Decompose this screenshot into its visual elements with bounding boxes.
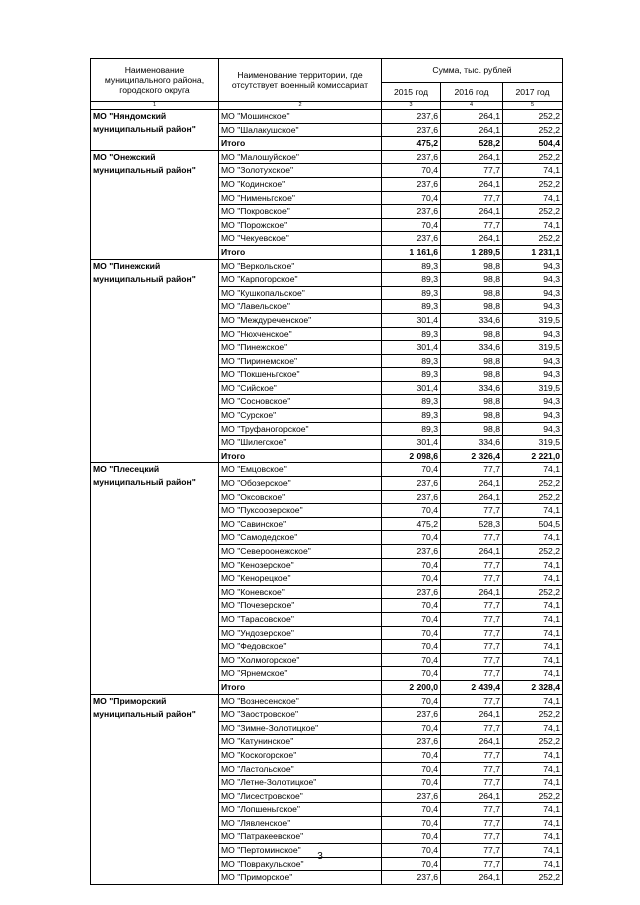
- value-2016: 98,8: [441, 327, 503, 341]
- value-2017: 319,5: [503, 341, 563, 355]
- value-2016: 98,8: [441, 354, 503, 368]
- value-2015: 70,4: [382, 504, 441, 518]
- value-2017: 94,3: [503, 354, 563, 368]
- value-2016: 77,7: [441, 626, 503, 640]
- table-row: [91, 150, 563, 164]
- value-2017: 252,2: [503, 150, 563, 164]
- territory-name: МО "Пуксоозерское": [219, 504, 382, 518]
- value-2016: 264,1: [441, 123, 503, 137]
- table-row: [91, 463, 563, 477]
- value-2016: 77,7: [441, 653, 503, 667]
- value-2016: 77,7: [441, 816, 503, 830]
- value-2017: 74,1: [503, 830, 563, 844]
- value-2016: 264,1: [441, 871, 503, 885]
- value-2016: 264,1: [441, 205, 503, 219]
- territory-name: МО "Нюхченское": [219, 327, 382, 341]
- value-2015: 70,4: [382, 463, 441, 477]
- value-2015: 70,4: [382, 531, 441, 545]
- column-number-row: [91, 102, 563, 110]
- value-2017: 94,3: [503, 286, 563, 300]
- value-2017: 94,3: [503, 259, 563, 273]
- value-2016: 77,7: [441, 463, 503, 477]
- value-2016: 98,8: [441, 273, 503, 287]
- value-2015: 89,3: [382, 273, 441, 287]
- territory-name: МО "Лопшеньгское": [219, 803, 382, 817]
- value-2016: 264,1: [441, 789, 503, 803]
- value-2015: 89,3: [382, 395, 441, 409]
- value-2015: 237,6: [382, 123, 441, 137]
- value-2016: 98,8: [441, 409, 503, 423]
- territory-name: МО "Междуреченское": [219, 313, 382, 327]
- territory-name: МО "Чекуевское": [219, 232, 382, 246]
- value-2016: 1 289,5: [441, 245, 503, 259]
- value-2016: 77,7: [441, 830, 503, 844]
- territory-name: МО "Лявленское": [219, 816, 382, 830]
- funding-table: [90, 58, 563, 885]
- territory-name: МО "Сийское": [219, 381, 382, 395]
- value-2017: 74,1: [503, 844, 563, 858]
- value-2017: 74,1: [503, 531, 563, 545]
- header-year-2016: 2016 год: [441, 83, 503, 102]
- value-2016: 528,3: [441, 517, 503, 531]
- territory-name: МО "Золотухское": [219, 164, 382, 178]
- territory-name: МО "Пинежское": [219, 341, 382, 355]
- region-name: МО "Пинежский муниципальный район": [91, 259, 219, 463]
- territory-name: МО "Лисестровское": [219, 789, 382, 803]
- value-2015: 70,4: [382, 218, 441, 232]
- value-2017: 504,4: [503, 137, 563, 151]
- value-2016: 77,7: [441, 599, 503, 613]
- value-2016: 264,1: [441, 177, 503, 191]
- value-2017: 74,1: [503, 640, 563, 654]
- value-2017: 252,2: [503, 123, 563, 137]
- value-2015: 70,4: [382, 653, 441, 667]
- value-2015: 70,4: [382, 612, 441, 626]
- value-2015: 70,4: [382, 844, 441, 858]
- value-2017: 252,2: [503, 545, 563, 559]
- value-2015: 70,4: [382, 626, 441, 640]
- value-2015: 89,3: [382, 327, 441, 341]
- value-2015: 237,6: [382, 585, 441, 599]
- value-2017: 252,2: [503, 585, 563, 599]
- value-2017: 94,3: [503, 409, 563, 423]
- value-2017: 252,2: [503, 708, 563, 722]
- territory-name: МО "Катунинское": [219, 735, 382, 749]
- value-2015: 89,3: [382, 300, 441, 314]
- value-2016: 98,8: [441, 395, 503, 409]
- value-2016: 334,6: [441, 341, 503, 355]
- value-2016: 77,7: [441, 191, 503, 205]
- value-2017: 252,2: [503, 110, 563, 124]
- value-2016: 77,7: [441, 640, 503, 654]
- value-2015: 70,4: [382, 191, 441, 205]
- value-2015: 89,3: [382, 409, 441, 423]
- value-2015: 237,6: [382, 789, 441, 803]
- value-2016: 77,7: [441, 721, 503, 735]
- total-label: Итого: [219, 137, 382, 151]
- value-2017: 1 231,1: [503, 245, 563, 259]
- value-2016: 77,7: [441, 164, 503, 178]
- territory-name: МО "Малошуйское": [219, 150, 382, 164]
- territory-name: МО "Сосновское": [219, 395, 382, 409]
- value-2016: 334,6: [441, 313, 503, 327]
- territory-name: МО "Покшеньгское": [219, 368, 382, 382]
- value-2017: 252,2: [503, 871, 563, 885]
- value-2016: 264,1: [441, 490, 503, 504]
- value-2017: 94,3: [503, 327, 563, 341]
- header-sum: Сумма, тыс. рублей: [382, 59, 563, 83]
- value-2016: 77,7: [441, 558, 503, 572]
- value-2015: 301,4: [382, 313, 441, 327]
- column-number: 4: [441, 102, 503, 110]
- territory-name: МО "Коневское": [219, 585, 382, 599]
- total-label: Итого: [219, 680, 382, 694]
- value-2017: 94,3: [503, 368, 563, 382]
- territory-name: МО "Оксовское": [219, 490, 382, 504]
- territory-name: МО "Нименьгское": [219, 191, 382, 205]
- value-2016: 264,1: [441, 585, 503, 599]
- value-2015: 70,4: [382, 558, 441, 572]
- value-2016: 2 439,4: [441, 680, 503, 694]
- value-2017: 252,2: [503, 177, 563, 191]
- value-2015: 475,2: [382, 137, 441, 151]
- territory-name: МО "Кенозерское": [219, 558, 382, 572]
- value-2015: 70,4: [382, 762, 441, 776]
- value-2016: 77,7: [441, 612, 503, 626]
- territory-name: МО "Обозерское": [219, 477, 382, 491]
- header-year-2015: 2015 год: [382, 83, 441, 102]
- value-2015: 237,6: [382, 735, 441, 749]
- total-label: Итого: [219, 449, 382, 463]
- value-2016: 264,1: [441, 545, 503, 559]
- value-2016: 2 326,4: [441, 449, 503, 463]
- value-2017: 94,3: [503, 300, 563, 314]
- value-2015: 475,2: [382, 517, 441, 531]
- value-2015: 89,3: [382, 354, 441, 368]
- value-2015: 70,4: [382, 816, 441, 830]
- value-2015: 89,3: [382, 368, 441, 382]
- value-2015: 89,3: [382, 422, 441, 436]
- territory-name: МО "Повракульское": [219, 857, 382, 871]
- value-2016: 334,6: [441, 381, 503, 395]
- table-row: [91, 694, 563, 708]
- value-2016: 77,7: [441, 844, 503, 858]
- value-2015: 301,4: [382, 341, 441, 355]
- territory-name: МО "Коскогорское": [219, 748, 382, 762]
- value-2017: 74,1: [503, 776, 563, 790]
- value-2015: 301,4: [382, 436, 441, 450]
- value-2016: 98,8: [441, 259, 503, 273]
- value-2017: 74,1: [503, 857, 563, 871]
- territory-name: МО "Кенорецкое": [219, 572, 382, 586]
- territory-name: МО "Ластольское": [219, 762, 382, 776]
- value-2017: 74,1: [503, 504, 563, 518]
- value-2015: 70,4: [382, 830, 441, 844]
- region-name: МО "Плесецкий муниципальный район": [91, 463, 219, 694]
- territory-name: МО "Покровское": [219, 205, 382, 219]
- table-row: [91, 259, 563, 273]
- value-2016: 264,1: [441, 232, 503, 246]
- territory-name: МО "Патракеевское": [219, 830, 382, 844]
- value-2017: 252,2: [503, 789, 563, 803]
- value-2017: 74,1: [503, 694, 563, 708]
- region-name: МО "Приморский муниципальный район": [91, 694, 219, 884]
- value-2015: 70,4: [382, 776, 441, 790]
- value-2015: 237,6: [382, 490, 441, 504]
- value-2017: 74,1: [503, 626, 563, 640]
- territory-name: МО "Вознесенское": [219, 694, 382, 708]
- value-2016: 77,7: [441, 218, 503, 232]
- value-2016: 528,2: [441, 137, 503, 151]
- value-2015: 70,4: [382, 721, 441, 735]
- value-2015: 237,6: [382, 871, 441, 885]
- value-2015: 70,4: [382, 694, 441, 708]
- value-2017: 94,3: [503, 273, 563, 287]
- territory-name: МО "Зимне-Золотицкое": [219, 721, 382, 735]
- value-2015: 70,4: [382, 857, 441, 871]
- table-body: [91, 110, 563, 885]
- territory-name: МО "Порожское": [219, 218, 382, 232]
- territory-name: МО "Кушкопальское": [219, 286, 382, 300]
- value-2015: 2 200,0: [382, 680, 441, 694]
- value-2017: 74,1: [503, 667, 563, 681]
- value-2017: 74,1: [503, 191, 563, 205]
- value-2017: 252,2: [503, 490, 563, 504]
- header-territory: Наименование территории, где отсутствует военный комиссариат: [219, 59, 382, 102]
- value-2017: 252,2: [503, 477, 563, 491]
- value-2016: 77,7: [441, 504, 503, 518]
- territory-name: МО "Ундозерское": [219, 626, 382, 640]
- value-2017: 252,2: [503, 232, 563, 246]
- value-2017: 319,5: [503, 381, 563, 395]
- value-2016: 98,8: [441, 422, 503, 436]
- column-number: 3: [382, 102, 441, 110]
- value-2017: 252,2: [503, 205, 563, 219]
- value-2015: 2 098,6: [382, 449, 441, 463]
- territory-name: МО "Пиринемское": [219, 354, 382, 368]
- value-2017: 2 328,4: [503, 680, 563, 694]
- value-2017: 2 221,0: [503, 449, 563, 463]
- header-municipality: Наименование муниципального района, городского округа: [91, 59, 219, 102]
- value-2015: 70,4: [382, 640, 441, 654]
- value-2017: 94,3: [503, 395, 563, 409]
- value-2015: 237,6: [382, 177, 441, 191]
- value-2017: 74,1: [503, 599, 563, 613]
- value-2017: 74,1: [503, 803, 563, 817]
- value-2017: 74,1: [503, 762, 563, 776]
- value-2016: 77,7: [441, 748, 503, 762]
- value-2015: 237,6: [382, 150, 441, 164]
- value-2017: 319,5: [503, 313, 563, 327]
- value-2015: 237,6: [382, 205, 441, 219]
- value-2017: 504,5: [503, 517, 563, 531]
- value-2015: 89,3: [382, 286, 441, 300]
- territory-name: МО "Карпогорское": [219, 273, 382, 287]
- value-2017: 74,1: [503, 164, 563, 178]
- value-2016: 264,1: [441, 110, 503, 124]
- value-2015: 237,6: [382, 545, 441, 559]
- total-label: Итого: [219, 245, 382, 259]
- territory-name: МО "Мошинское": [219, 110, 382, 124]
- value-2017: 319,5: [503, 436, 563, 450]
- territory-name: МО "Холмогорское": [219, 653, 382, 667]
- value-2015: 237,6: [382, 110, 441, 124]
- value-2015: 70,4: [382, 599, 441, 613]
- territory-name: МО "Приморское": [219, 871, 382, 885]
- value-2016: 98,8: [441, 300, 503, 314]
- territory-name: МО "Тарасовское": [219, 612, 382, 626]
- value-2017: 74,1: [503, 218, 563, 232]
- value-2017: 74,1: [503, 721, 563, 735]
- value-2016: 77,7: [441, 776, 503, 790]
- region-name: МО "Онежский муниципальный район": [91, 150, 219, 259]
- value-2016: 264,1: [441, 708, 503, 722]
- page-number: 3: [317, 851, 323, 862]
- column-number: 1: [91, 102, 219, 110]
- territory-name: МО "Лавельское": [219, 300, 382, 314]
- table-row: [91, 110, 563, 124]
- header-row-1: [91, 59, 563, 83]
- value-2016: 264,1: [441, 477, 503, 491]
- value-2016: 77,7: [441, 694, 503, 708]
- region-name: МО "Няндомский муниципальный район": [91, 110, 219, 151]
- value-2015: 237,6: [382, 232, 441, 246]
- funding-table-container: [90, 58, 563, 885]
- territory-name: МО "Ярнемское": [219, 667, 382, 681]
- value-2016: 98,8: [441, 286, 503, 300]
- value-2017: 74,1: [503, 612, 563, 626]
- value-2016: 264,1: [441, 735, 503, 749]
- territory-name: МО "Заостровское": [219, 708, 382, 722]
- value-2016: 334,6: [441, 436, 503, 450]
- value-2016: 77,7: [441, 572, 503, 586]
- value-2017: 74,1: [503, 558, 563, 572]
- value-2017: 74,1: [503, 816, 563, 830]
- value-2016: 264,1: [441, 150, 503, 164]
- value-2016: 98,8: [441, 368, 503, 382]
- column-number: 5: [503, 102, 563, 110]
- value-2016: 77,7: [441, 803, 503, 817]
- value-2017: 74,1: [503, 748, 563, 762]
- value-2016: 77,7: [441, 667, 503, 681]
- value-2015: 70,4: [382, 572, 441, 586]
- value-2017: 74,1: [503, 572, 563, 586]
- column-number: 2: [219, 102, 382, 110]
- territory-name: МО "Сурское": [219, 409, 382, 423]
- territory-name: МО "Федовское": [219, 640, 382, 654]
- territory-name: МО "Летне-Золотицкое": [219, 776, 382, 790]
- value-2015: 89,3: [382, 259, 441, 273]
- value-2015: 70,4: [382, 748, 441, 762]
- territory-name: МО "Почезерское": [219, 599, 382, 613]
- value-2015: 70,4: [382, 803, 441, 817]
- header-year-2017: 2017 год: [503, 83, 563, 102]
- value-2015: 1 161,6: [382, 245, 441, 259]
- territory-name: МО "Кодинское": [219, 177, 382, 191]
- territory-name: МО "Самодедское": [219, 531, 382, 545]
- value-2016: 77,7: [441, 531, 503, 545]
- territory-name: МО "Труфаногорское": [219, 422, 382, 436]
- value-2016: 77,7: [441, 762, 503, 776]
- value-2017: 94,3: [503, 422, 563, 436]
- territory-name: МО "Емцовское": [219, 463, 382, 477]
- territory-name: МО "Североонежское": [219, 545, 382, 559]
- value-2015: 70,4: [382, 667, 441, 681]
- value-2016: 77,7: [441, 857, 503, 871]
- territory-name: МО "Шалакушское": [219, 123, 382, 137]
- territory-name: МО "Пертоминское": [219, 844, 382, 858]
- value-2017: 252,2: [503, 735, 563, 749]
- value-2015: 70,4: [382, 164, 441, 178]
- value-2015: 301,4: [382, 381, 441, 395]
- territory-name: МО "Савинское": [219, 517, 382, 531]
- value-2015: 237,6: [382, 708, 441, 722]
- value-2015: 237,6: [382, 477, 441, 491]
- territory-name: МО "Шилегское": [219, 436, 382, 450]
- territory-name: МО "Веркольское": [219, 259, 382, 273]
- value-2017: 74,1: [503, 463, 563, 477]
- value-2017: 74,1: [503, 653, 563, 667]
